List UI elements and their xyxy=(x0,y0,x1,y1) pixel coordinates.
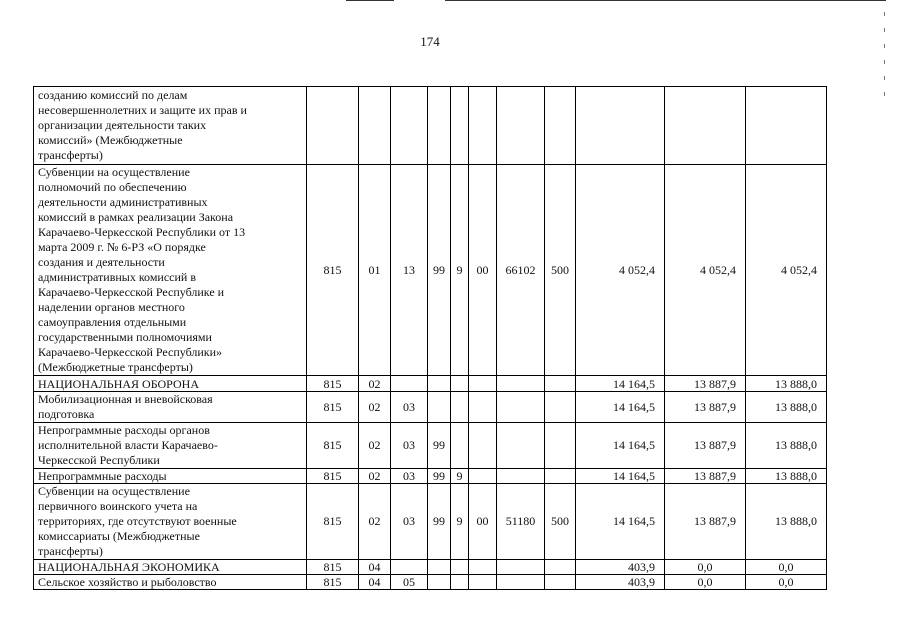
table-row xyxy=(34,484,827,560)
top-rule-right xyxy=(445,0,886,1)
sum-year-3: 13 888,0 xyxy=(746,376,827,392)
subprogram-code: 9 xyxy=(451,165,469,376)
direction-code xyxy=(469,560,497,575)
direction-code xyxy=(469,376,497,392)
sum-year-2: 0,0 xyxy=(665,575,746,590)
sum-year-3: 13 888,0 xyxy=(746,469,827,484)
description-line: Сельское хозяйство и рыболовство xyxy=(38,575,217,589)
section-code: 02 xyxy=(359,469,391,484)
description-line: комиссий» (Межбюджетные xyxy=(38,133,183,147)
description-line: Карачаево-Черкесской Республики от 13 xyxy=(38,225,246,239)
expense-type-code xyxy=(545,469,576,484)
sum-year-1: 14 164,5 xyxy=(576,392,665,423)
expense-type-code: 500 xyxy=(545,165,576,376)
program-code: 99 xyxy=(428,165,451,376)
row-description xyxy=(34,423,307,469)
sum-year-2: 13 887,9 xyxy=(665,376,746,392)
description-line: Мобилизационная и вневойсковая xyxy=(38,392,213,406)
description-line: созданию комиссий по делам xyxy=(38,88,188,102)
ministry-code: 815 xyxy=(307,423,359,469)
description-line: несовершеннолетних и защите их прав и xyxy=(38,103,247,117)
sum-year-3: 0,0 xyxy=(746,560,827,575)
description-line: Субвенции на осуществление xyxy=(38,165,190,179)
sum-year-1: 403,9 xyxy=(576,560,665,575)
description-line: Карачаево-Черкесской Республики» xyxy=(38,345,223,359)
section-code: 04 xyxy=(359,560,391,575)
direction-code: 00 xyxy=(469,165,497,376)
sum-year-3: 13 888,0 xyxy=(746,392,827,423)
program-code xyxy=(428,560,451,575)
description-line: организации деятельности таких xyxy=(38,118,207,132)
description-line: комиссариаты (Межбюджетные xyxy=(38,529,200,543)
sum-year-3: 0,0 xyxy=(746,575,827,590)
row-description xyxy=(34,376,307,392)
target-code xyxy=(497,469,545,484)
section-code: 02 xyxy=(359,484,391,560)
description-line: Непрограммные расходы органов xyxy=(38,423,210,437)
ministry-code: 815 xyxy=(307,376,359,392)
program-code xyxy=(428,392,451,423)
section-code: 01 xyxy=(359,165,391,376)
subprogram-code xyxy=(451,560,469,575)
target-code: 51180 xyxy=(497,484,545,560)
sum-year-1: 14 164,5 xyxy=(576,469,665,484)
description-line: государственными полномочиями xyxy=(38,330,212,344)
direction-code: 00 xyxy=(469,484,497,560)
subsection-code xyxy=(391,87,428,165)
budget-table xyxy=(33,86,827,590)
sum-year-3 xyxy=(746,87,827,165)
table-row xyxy=(34,575,827,590)
sum-year-3: 13 888,0 xyxy=(746,484,827,560)
target-code xyxy=(497,560,545,575)
page-number: 174 xyxy=(420,34,440,49)
direction-code xyxy=(469,87,497,165)
direction-code xyxy=(469,423,497,469)
section-code: 02 xyxy=(359,376,391,392)
ministry-code xyxy=(307,87,359,165)
description-line: (Межбюджетные трансферты) xyxy=(38,360,193,374)
ministry-code: 815 xyxy=(307,575,359,590)
expense-type-code xyxy=(545,376,576,392)
target-code xyxy=(497,575,545,590)
description-line: Черкесской Республики xyxy=(38,453,160,467)
subsection-code: 13 xyxy=(391,165,428,376)
ministry-code: 815 xyxy=(307,392,359,423)
direction-code xyxy=(469,469,497,484)
subprogram-code xyxy=(451,87,469,165)
description-line: первичного воинского учета на xyxy=(38,499,198,513)
row-description xyxy=(34,575,307,590)
target-code xyxy=(497,392,545,423)
program-code: 99 xyxy=(428,484,451,560)
description-line: трансферты) xyxy=(38,148,103,162)
subprogram-code xyxy=(451,392,469,423)
description-line: деятельности административных xyxy=(38,195,208,209)
ministry-code: 815 xyxy=(307,560,359,575)
sum-year-3: 4 052,4 xyxy=(746,165,827,376)
description-line: создания и деятельности xyxy=(38,255,165,269)
row-description xyxy=(34,560,307,575)
sum-year-1: 4 052,4 xyxy=(576,165,665,376)
target-code xyxy=(497,376,545,392)
description-line: комиссий в рамках реализации Закона xyxy=(38,210,234,224)
description-line: самоуправления отдельными xyxy=(38,315,187,329)
subprogram-code: 9 xyxy=(451,469,469,484)
expense-type-code: 500 xyxy=(545,484,576,560)
description-line: наделении органов местного xyxy=(38,300,185,314)
program-code: 99 xyxy=(428,469,451,484)
sum-year-1: 14 164,5 xyxy=(576,484,665,560)
subprogram-code xyxy=(451,575,469,590)
description-line: исполнительной власти Карачаево- xyxy=(38,438,218,452)
section-code xyxy=(359,87,391,165)
description-line: административных комиссий в xyxy=(38,270,197,284)
row-description xyxy=(34,392,307,423)
description-line: территориях, где отсутствуют военные xyxy=(38,514,237,528)
row-description xyxy=(34,165,307,376)
subsection-code xyxy=(391,376,428,392)
description-line: Карачаево-Черкесской Республике и xyxy=(38,285,225,299)
table-row xyxy=(34,165,827,376)
expense-type-code xyxy=(545,392,576,423)
expense-type-code xyxy=(545,575,576,590)
target-code xyxy=(497,423,545,469)
subsection-code: 03 xyxy=(391,423,428,469)
expense-type-code xyxy=(545,87,576,165)
program-code xyxy=(428,376,451,392)
subprogram-code xyxy=(451,376,469,392)
direction-code xyxy=(469,575,497,590)
description-line: марта 2009 г. № 6-РЗ «О порядке xyxy=(38,240,206,254)
table-row xyxy=(34,376,827,392)
sum-year-2: 4 052,4 xyxy=(665,165,746,376)
sum-year-1: 14 164,5 xyxy=(576,376,665,392)
subsection-code: 03 xyxy=(391,469,428,484)
description-line: Непрограммные расходы xyxy=(38,469,167,483)
table-row xyxy=(34,469,827,484)
row-description xyxy=(34,469,307,484)
ministry-code: 815 xyxy=(307,165,359,376)
description-line: НАЦИОНАЛЬНАЯ ЭКОНОМИКА xyxy=(38,560,220,574)
row-description xyxy=(34,87,307,165)
top-rule-left xyxy=(346,0,394,1)
subprogram-code: 9 xyxy=(451,484,469,560)
section-code: 02 xyxy=(359,423,391,469)
sum-year-1: 403,9 xyxy=(576,575,665,590)
target-code: 66102 xyxy=(497,165,545,376)
subsection-code xyxy=(391,560,428,575)
table-row xyxy=(34,423,827,469)
description-line: Субвенции на осуществление xyxy=(38,484,190,498)
description-line: НАЦИОНАЛЬНАЯ ОБОРОНА xyxy=(38,377,199,391)
subsection-code: 03 xyxy=(391,484,428,560)
description-line: трансферты) xyxy=(38,544,103,558)
sum-year-2: 13 887,9 xyxy=(665,423,746,469)
section-code: 02 xyxy=(359,392,391,423)
subprogram-code xyxy=(451,423,469,469)
table-row xyxy=(34,560,827,575)
sum-year-2 xyxy=(665,87,746,165)
description-line: подготовка xyxy=(38,407,95,421)
target-code xyxy=(497,87,545,165)
ministry-code: 815 xyxy=(307,469,359,484)
expense-type-code xyxy=(545,423,576,469)
program-code xyxy=(428,575,451,590)
table-row xyxy=(34,87,827,165)
sum-year-2: 13 887,9 xyxy=(665,469,746,484)
table-row xyxy=(34,392,827,423)
ministry-code: 815 xyxy=(307,484,359,560)
subsection-code: 03 xyxy=(391,392,428,423)
program-code: 99 xyxy=(428,423,451,469)
program-code xyxy=(428,87,451,165)
sum-year-2: 0,0 xyxy=(665,560,746,575)
description-line: полномочий по обеспечению xyxy=(38,180,187,194)
sum-year-3: 13 888,0 xyxy=(746,423,827,469)
sum-year-2: 13 887,9 xyxy=(665,392,746,423)
sum-year-2: 13 887,9 xyxy=(665,484,746,560)
subsection-code: 05 xyxy=(391,575,428,590)
sum-year-1: 14 164,5 xyxy=(576,423,665,469)
expense-type-code xyxy=(545,560,576,575)
sum-year-1 xyxy=(576,87,665,165)
section-code: 04 xyxy=(359,575,391,590)
direction-code xyxy=(469,392,497,423)
row-description xyxy=(34,484,307,560)
